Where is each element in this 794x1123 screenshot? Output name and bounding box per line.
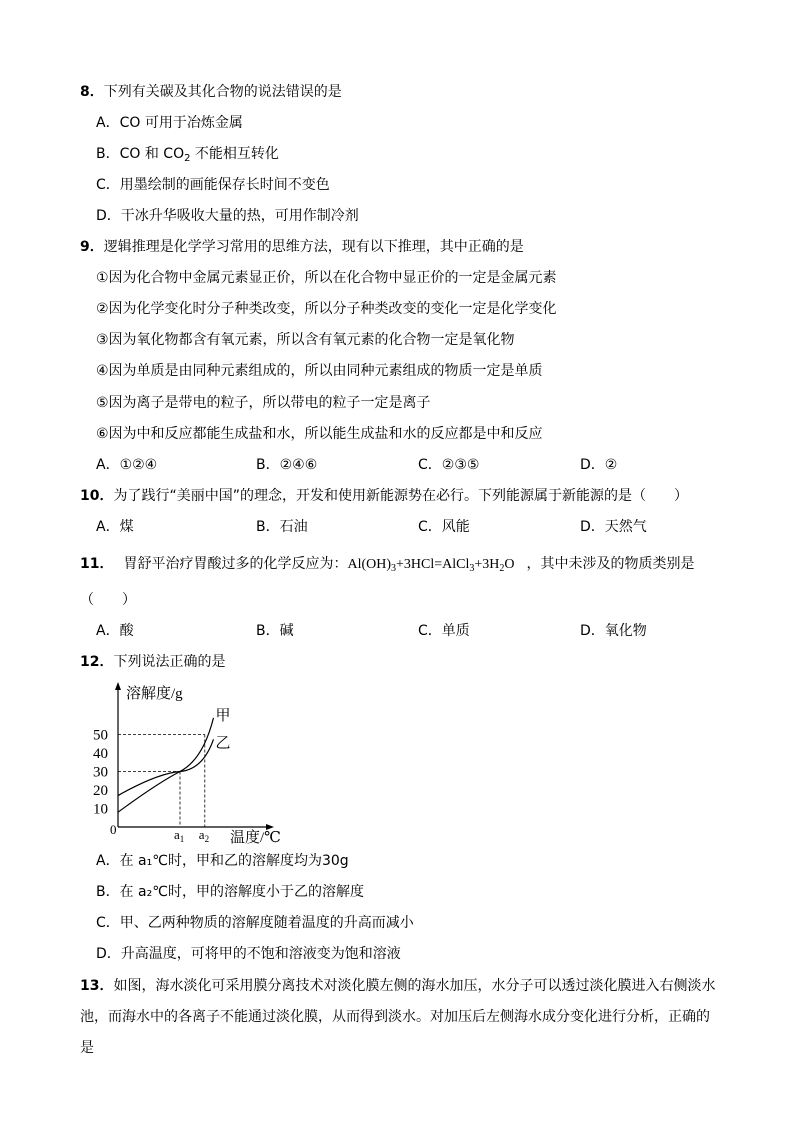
- q8-stem: [80, 82, 342, 102]
- y-tick-label: 10: [93, 801, 108, 818]
- q12-option-a: A．在 a₁℃时，甲和乙的溶解度均为30g: [96, 853, 349, 869]
- y-ticks: [93, 728, 108, 818]
- y-tick-label: 40: [93, 746, 108, 762]
- q10-option-a: A．煤: [96, 519, 134, 535]
- q11-eq-part: O: [504, 557, 515, 572]
- q11-option-a: A．酸: [96, 623, 134, 639]
- q9-option-a: A．①②④: [96, 457, 158, 473]
- q11-equation: [347, 557, 514, 572]
- q10-stem: [80, 486, 688, 506]
- guide-lines: [118, 735, 205, 828]
- q11-eq-part: +3HCl=AlCl: [396, 557, 470, 572]
- q12-stem: [80, 652, 225, 672]
- q10-number: 10．: [80, 488, 114, 504]
- q13-line-3: 是: [80, 1040, 94, 1056]
- q12-option-d: D．升高温度，可将甲的不饱和溶液变为饱和溶液: [96, 946, 401, 962]
- q9-stem: [80, 237, 524, 257]
- q9-number: 9．: [80, 239, 104, 255]
- q8-option-b: [96, 144, 279, 164]
- q11-eq-sub: 2: [499, 563, 505, 574]
- q11-stem: [80, 554, 695, 575]
- q8-option-d: D．干冰升华吸收大量的热，可用作制冷剂: [96, 208, 359, 224]
- q9-option-d: D．②: [580, 457, 618, 473]
- series-label-jia: 甲: [215, 707, 231, 724]
- q8-stem-text: 下列有关碳及其化合物的说法错误的是: [103, 84, 342, 100]
- q8-number: 8．: [80, 84, 104, 100]
- q9-item-5: ⑤因为离子是带电的粒子，所以带电的粒子一定是离子: [96, 395, 431, 411]
- q12-option-c: C．甲、乙两种物质的溶解度随着温度的升高而减小: [96, 915, 414, 931]
- q11-option-d: D．氧化物: [580, 623, 647, 639]
- q11-eq-sub: 3: [391, 563, 397, 574]
- q11-paren: （ ）: [80, 592, 136, 608]
- origin-label: 0: [110, 822, 117, 837]
- q9-item-2: ②因为化学变化时分子种类改变，所以分子种类改变的变化一定是化学变化: [96, 301, 557, 317]
- curve-jia: [118, 718, 213, 812]
- q11-eq-part: Al(OH): [347, 557, 392, 572]
- y-tick-label: 50: [93, 727, 108, 744]
- q9-option-c: C．②③⑤: [418, 457, 480, 473]
- q9-item-3: ③因为氧化物都含有氧元素，所以含有氧元素的化合物一定是氧化物: [96, 332, 515, 348]
- x-tick-a2: $a_2$: [198, 827, 210, 844]
- q12-number: 12．: [80, 654, 114, 670]
- q11-stem-end: ，其中未涉及的物质类别是: [526, 556, 695, 572]
- q11-eq-part: +3H: [474, 557, 500, 572]
- q10-stem-text: 为了践行“美丽中国”的理念，开发和使用新能源势在必行。下列能源属于新能源的是（ ）: [113, 488, 688, 504]
- q8-option-b-post: 不能相互转化: [190, 146, 279, 162]
- series-label-yi: 乙: [215, 735, 231, 752]
- y-tick-label: 20: [93, 783, 108, 799]
- y-axis-arrow: [115, 682, 121, 690]
- q13-number: 13．: [80, 978, 114, 994]
- q8-option-a: A．CO 可用于冶炼金属: [96, 115, 243, 131]
- q9-item-6: ⑥因为中和反应都能生成盐和水，所以能生成盐和水的反应都是中和反应: [96, 426, 543, 442]
- solubility-chart: [88, 680, 288, 845]
- q10-option-b: B．石油: [256, 519, 308, 535]
- q8-option-b-sub: 2: [184, 153, 191, 164]
- q11-stem-text: 胃舒平治疗胃酸过多的化学反应为：: [123, 556, 348, 572]
- q12-option-b: B．在 a₂℃时，甲的溶解度小于乙的溶解度: [96, 884, 364, 900]
- x-axis-label: 温度/℃: [230, 830, 281, 845]
- q9-option-b: B．②④⑥: [256, 457, 318, 473]
- q10-option-c: C．风能: [418, 519, 470, 535]
- q13-line-1: [80, 976, 715, 996]
- q13-line-1-text: 如图，海水淡化可采用膜分离技术对淡化膜左侧的海水加压，水分子可以透过淡化膜进入右侧淡水: [113, 978, 716, 994]
- q8-option-c: C．用墨绘制的画能保存长时间不变色: [96, 177, 330, 193]
- q9-item-4: ④因为单质是由同种元素组成的，所以由同种元素组成的物质一定是单质: [96, 363, 543, 379]
- q9-stem-text: 逻辑推理是化学学习常用的思维方法，现有以下推理，其中正确的是: [103, 239, 524, 255]
- q8-option-b-pre: B．CO 和 CO: [96, 146, 185, 162]
- q13-line-2: 池，而海水中的各离子不能通过淡化膜，从而得到淡水。对加压后左侧海水成分变化进行分析，正确的: [80, 1009, 710, 1025]
- curve-yi: [118, 739, 213, 795]
- q10-option-d: D．天然气: [580, 519, 647, 535]
- y-axis-label: 溶解度/g: [126, 686, 183, 702]
- q11-option-c: C．单质: [418, 623, 470, 639]
- q11-number: 11．: [80, 556, 114, 572]
- curves: [118, 707, 230, 812]
- q12-stem-text: 下列说法正确的是: [113, 654, 226, 670]
- x-tick-a1: $a_1$: [174, 827, 185, 844]
- q9-item-1: ①因为化合物中金属元素显正价，所以在化合物中显正价的一定是金属元素: [96, 270, 557, 286]
- y-tick-label: 30: [93, 764, 108, 781]
- q11-eq-sub: 3: [469, 563, 475, 574]
- q11-option-b: B．碱: [256, 623, 294, 639]
